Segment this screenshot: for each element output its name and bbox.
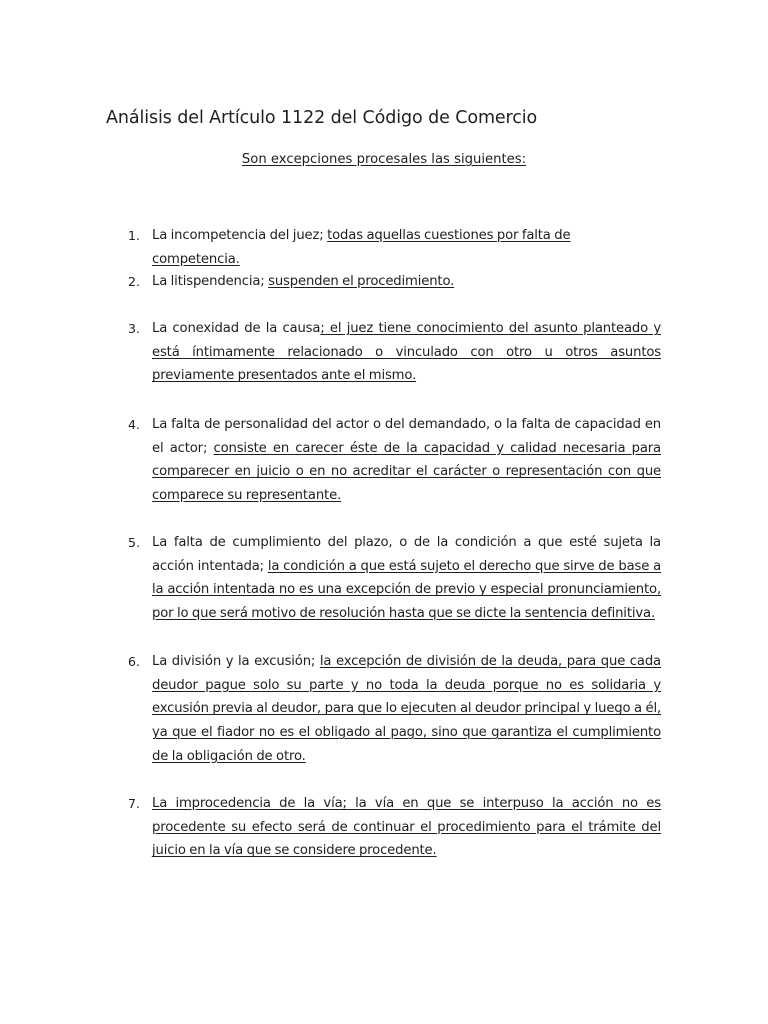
list-item-text [152, 531, 661, 626]
list-item-number: 1. [128, 228, 140, 243]
list-item-lead: La incompetencia del juez; [152, 228, 328, 243]
list-item-underlined: todas aquellas cuestiones por falta de competencia. [152, 228, 571, 267]
list-item-number: 7. [128, 796, 140, 811]
list-item-underlined: ; el juez tiene conocimiento del asunto planteado y está íntimamente relacionado o vinculado con otro u otros asuntos previamente presentados ante el mismo. [152, 321, 661, 384]
list-item-lead: La falta de personalidad del actor o del demandado, o la falta de capacidad en el actor; [152, 417, 661, 456]
list-item-underlined: La improcedencia de la vía; la vía en que se interpuso la acción no es procedente su efecto será de continuar el procedimiento para el trámite del juicio en la vía que se considere procedente. [152, 796, 661, 859]
list-item-lead: La división y la excusión; [152, 654, 320, 669]
list-item-lead: La conexidad de la causa [152, 321, 321, 336]
document-subtitle: Son excepciones procesales las siguientes: [241, 152, 527, 167]
list-item-number: 4. [128, 417, 140, 432]
list-item-underlined: suspenden el procedimiento. [268, 274, 455, 289]
list-item-underlined: consiste en carecer éste de la capacidad y calidad necesaria para comparecer en juicio o en no acreditar el carácter o representación con que comparece su representante. [152, 440, 661, 504]
list-item-number: 2. [128, 274, 140, 289]
list-item-number: 6. [128, 654, 140, 669]
list-item-text [152, 413, 661, 508]
list-item-text [152, 317, 661, 388]
list-item-lead: La falta de cumplimiento del plazo, o de la condición a que esté sujeta la acción intentada; [152, 535, 661, 574]
list-item-number: 3. [128, 321, 140, 336]
list-item-text [152, 792, 661, 863]
list-item-underlined: la excepción de división de la deuda, para que cada deudor pague solo su parte y no toda la deuda porque no es solidaria y excusión previa al deudor, para que lo ejecuten al deudor principal y luego a él, ya que el fiador no es el obligado al pago, sino que garantiza el cumplimiento de la obligación de otro. [152, 654, 661, 764]
document-title: Análisis del Artículo 1122 del Código de Comercio [106, 108, 538, 128]
list-item-underlined: la condición a que está sujeto el derecho que sirve de base a la acción intentada no es una excepción de previo y especial pronunciamiento, por lo que será motivo de resolución hasta que se dicte la sentencia definitiva. [152, 558, 661, 622]
list-item-text [152, 270, 661, 294]
list-item-text [152, 650, 661, 769]
list-item-lead: La litispendencia; [152, 274, 269, 289]
list-item-number: 5. [128, 535, 140, 550]
list-item-text [152, 224, 661, 271]
